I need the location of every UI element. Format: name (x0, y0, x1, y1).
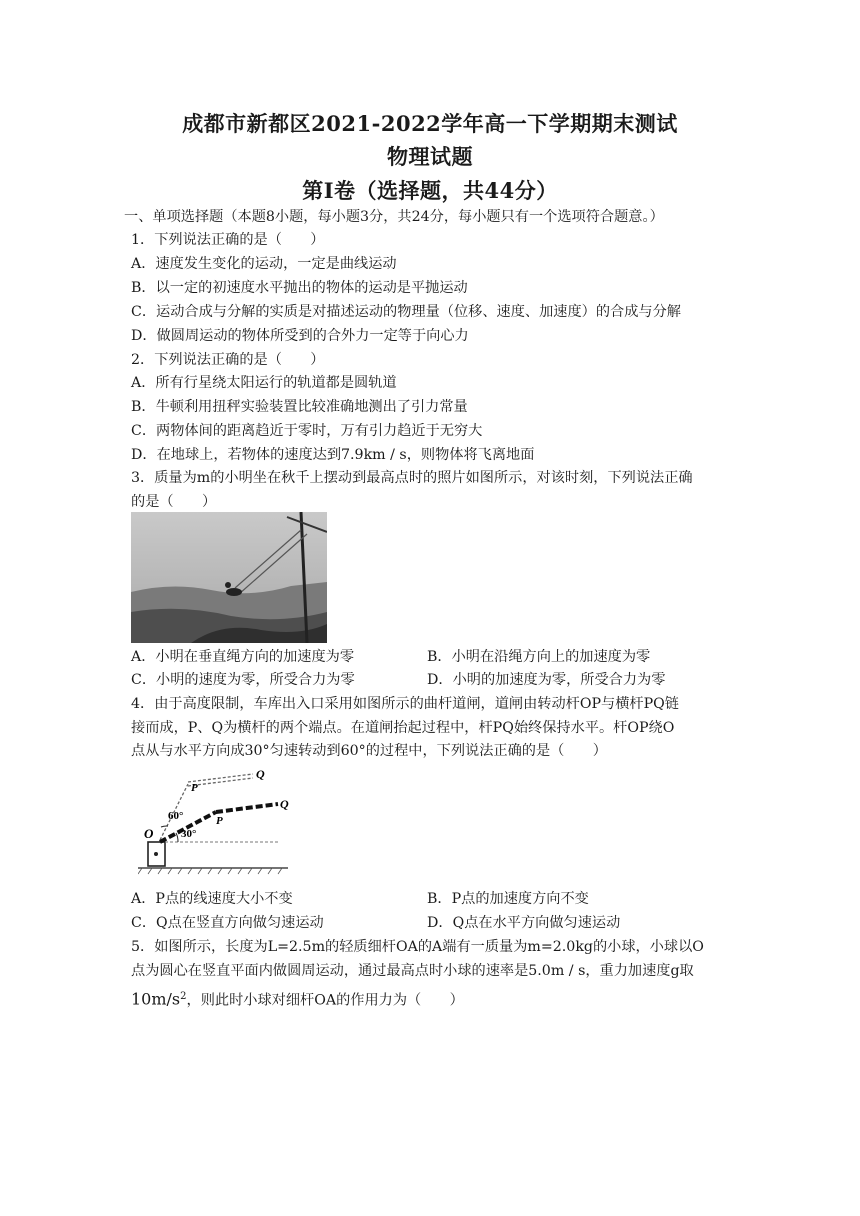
label-o: O (144, 826, 154, 841)
q5-stem-line2: 点为圆心在竖直平面内做圆周运动，通过最高点时小球的速率是5.0m / s，重力加速度g取 (131, 963, 694, 979)
q1-option-d: D．做圆周运动的物体所受到的合外力一定等于向心力 (131, 328, 469, 344)
q1-stem: 1．下列说法正确的是（ ） (131, 232, 325, 248)
q4-option-b: B．P点的加速度方向不变 (427, 891, 589, 907)
exam-subtitle: 物理试题 (387, 144, 473, 169)
q4-option-a: A．P点的线速度大小不变 (131, 891, 293, 907)
q4-stem-line1: 4．由于高度限制，车库出入口采用如图所示的曲杆道闸，道闸由转动杆OP与横杆PQ链 (131, 696, 679, 712)
q5-acceleration-exponent: 2 (180, 991, 187, 1002)
q4-stem-line3: 点从与水平方向成30°匀速转动到60°的过程中，下列说法正确的是（ ） (131, 743, 607, 759)
q2-option-c: C．两物体间的距离趋近于零时，万有引力趋近于无穷大 (131, 423, 483, 439)
q2-option-b: B．牛顿利用扭秤实验装置比较准确地测出了引力常量 (131, 399, 468, 415)
q2-option-a: A．所有行星绕太阳运行的轨道都是圆轨道 (131, 375, 397, 391)
angle-60-label: 60° (168, 810, 184, 822)
q4-option-c: C．Q点在竖直方向做匀速运动 (131, 915, 324, 931)
q5-stem-line1: 5．如图所示，长度为L=2.5m的轻质细杆OA的A端有一质量为m=2.0kg的小球，小球以O (131, 939, 704, 955)
exam-title: 成都市新都区2021-2022学年高一下学期期末测试 (182, 111, 678, 136)
label-q-lower: Q (280, 797, 289, 811)
label-q-upper: Q (256, 767, 265, 781)
q5-stem-line3 (131, 986, 731, 1012)
section-heading: 第I卷（选择题，共44分） (302, 178, 558, 203)
swing-photo (131, 512, 327, 643)
q3-option-a: A．小明在垂直绳方向的加速度为零 (131, 649, 355, 665)
q5-stem-line3-rest: ，则此时小球对细杆OA的作用力为（ ） (186, 992, 464, 1009)
q1-option-a: A．速度发生变化的运动，一定是曲线运动 (131, 256, 397, 272)
q2-stem: 2．下列说法正确的是（ ） (131, 352, 325, 368)
barrier-gate-diagram (138, 764, 298, 876)
q3-option-b: B．小明在沿绳方向上的加速度为零 (427, 649, 651, 665)
label-p-upper: P (191, 782, 198, 794)
angle-30-label: 30° (181, 828, 197, 840)
label-p-lower: P (216, 815, 223, 827)
q4-option-d: D．Q点在水平方向做匀速运动 (427, 915, 621, 931)
q1-option-b: B．以一定的初速度水平抛出的物体的运动是平抛运动 (131, 280, 468, 296)
q3-stem-line2: 的是（ ） (131, 494, 217, 510)
q5-acceleration-value: 10m/s (131, 989, 181, 1009)
q4-stem-line2: 接而成，P、Q为横杆的两个端点。在道闸抬起过程中，杆PQ始终保持水平。杆OP绕O (131, 720, 675, 736)
instructions: 一、单项选择题（本题8小题，每小题3分，共24分，每小题只有一个选项符合题意。） (124, 209, 664, 225)
q3-option-c: C．小明的速度为零，所受合力为零 (131, 672, 355, 688)
q2-option-d: D．在地球上，若物体的速度达到7.9km / s，则物体将飞离地面 (131, 447, 535, 463)
q1-option-c: C．运动合成与分解的实质是对描述运动的物理量（位移、速度、加速度）的合成与分解 (131, 304, 681, 320)
q3-option-d: D．小明的加速度为零，所受合力为零 (427, 672, 666, 688)
q3-stem-line1: 3．质量为m的小明坐在秋千上摆动到最高点时的照片如图所示，对该时刻，下列说法正确 (131, 470, 693, 486)
